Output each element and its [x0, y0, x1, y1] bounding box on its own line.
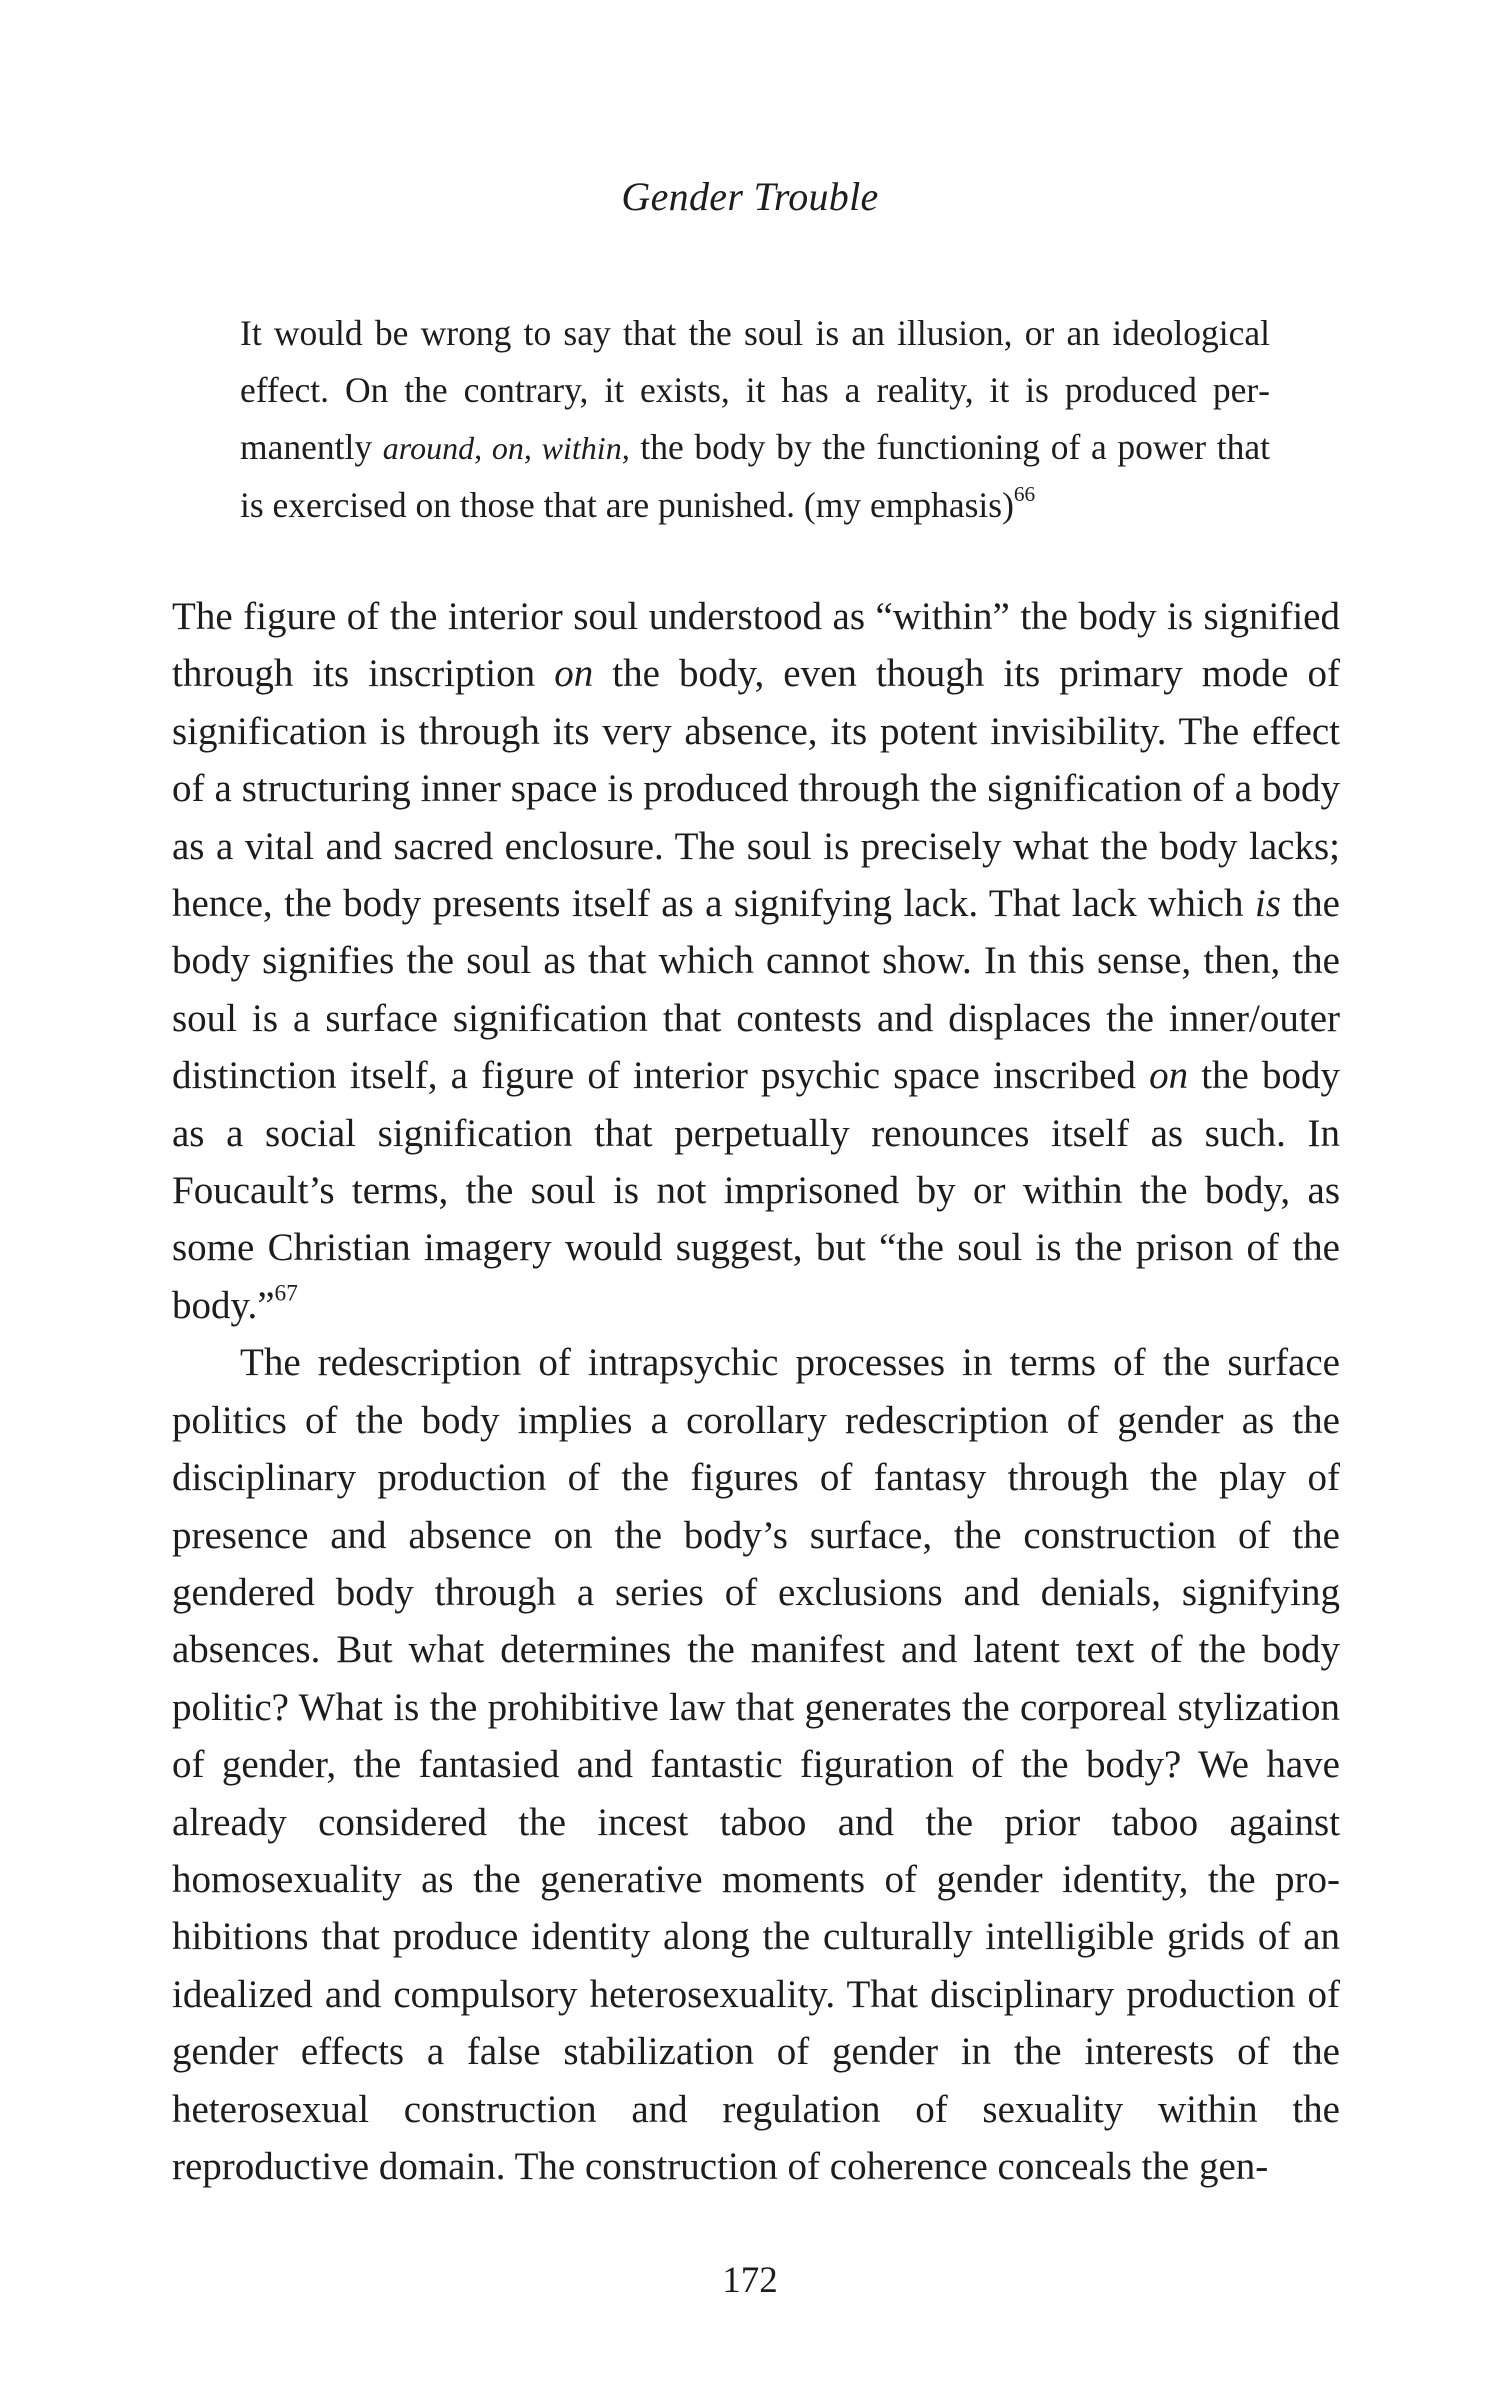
footnote-ref-67: 67	[274, 1280, 298, 1307]
italic-is: is	[1254, 882, 1281, 926]
quote-text-2: the body by the functioning of a power that is exercised on those that are punished. (my emphasis)	[240, 427, 1271, 525]
paragraph-1-text-2: the body, even though its primary mode of signification is through its very absence, its potent invisibility. The effect of a structuring inner space is produced through the signification of a body as a vital and sacred enclosure. The soul is precisely what the body lacks; hence, the body presents itself as a signifying lack. That lack which	[172, 652, 1340, 926]
paragraph-1-text-1: The figure of the interior soul understood as “within” the body is signified through its inscription	[172, 595, 1340, 696]
quote-text-1: It would be wrong to say that the soul is an illusion, or an ideological effect. On the contrary, it exists, it has a reality, it is produced permanently	[240, 313, 1270, 467]
footnote-ref-66: 66	[1013, 482, 1036, 507]
page-number: 172	[722, 2260, 778, 2301]
italic-on-1: on	[554, 652, 594, 696]
paragraph-2: The redescription of intrapsychic processes in terms of the surface politics of the body implies a corollary redescription of gender as the disciplinary production of the figures of fantasy through the play of presence and absence on the body’s surface, the construction of the gendered body through a series of exclusions and denials, signifying absences. But what determines the manifest and latent text of the body politic? What is the prohibitive law that generates the corporeal stylization of gender, the fantasied and fantastic figuration of the body? We have already considered the incest taboo and the prior taboo against homosexuality as the generative moments of gender identity, the prohibitions that produce identity along the culturally intelligible grids of an idealized and compulsory heterosexuality. That disciplinary production of gender effects a false stabilization of gender in the interests of the heterosexual construction and regulation of sexuality within the reproductive domain. The construction of coherence conceals the gen-	[172, 1341, 1340, 2188]
quote-emphasis: around, on, within,	[382, 430, 630, 466]
italic-on-2: on	[1149, 1054, 1189, 1098]
running-head: Gender Trouble	[621, 174, 879, 219]
body-text	[172, 588, 1340, 2195]
paragraph-1-text-3: the body signifies the soul as that which cannot show. In this sense, then, the soul is a surface signification that contests and displaces the inner/outer distinction itself, a figure of interior psychic space inscribed	[172, 882, 1340, 1098]
paragraph-1	[172, 588, 1340, 1334]
block-quote	[240, 305, 1270, 534]
paragraph-1-text-4: the body as a social signification that perpetually renounces itself as such. In Foucault’s terms, the soul is not imprisoned by or within the body, as some Christian imagery would suggest, but “the soul is the prison of the body.”	[172, 1054, 1340, 1327]
